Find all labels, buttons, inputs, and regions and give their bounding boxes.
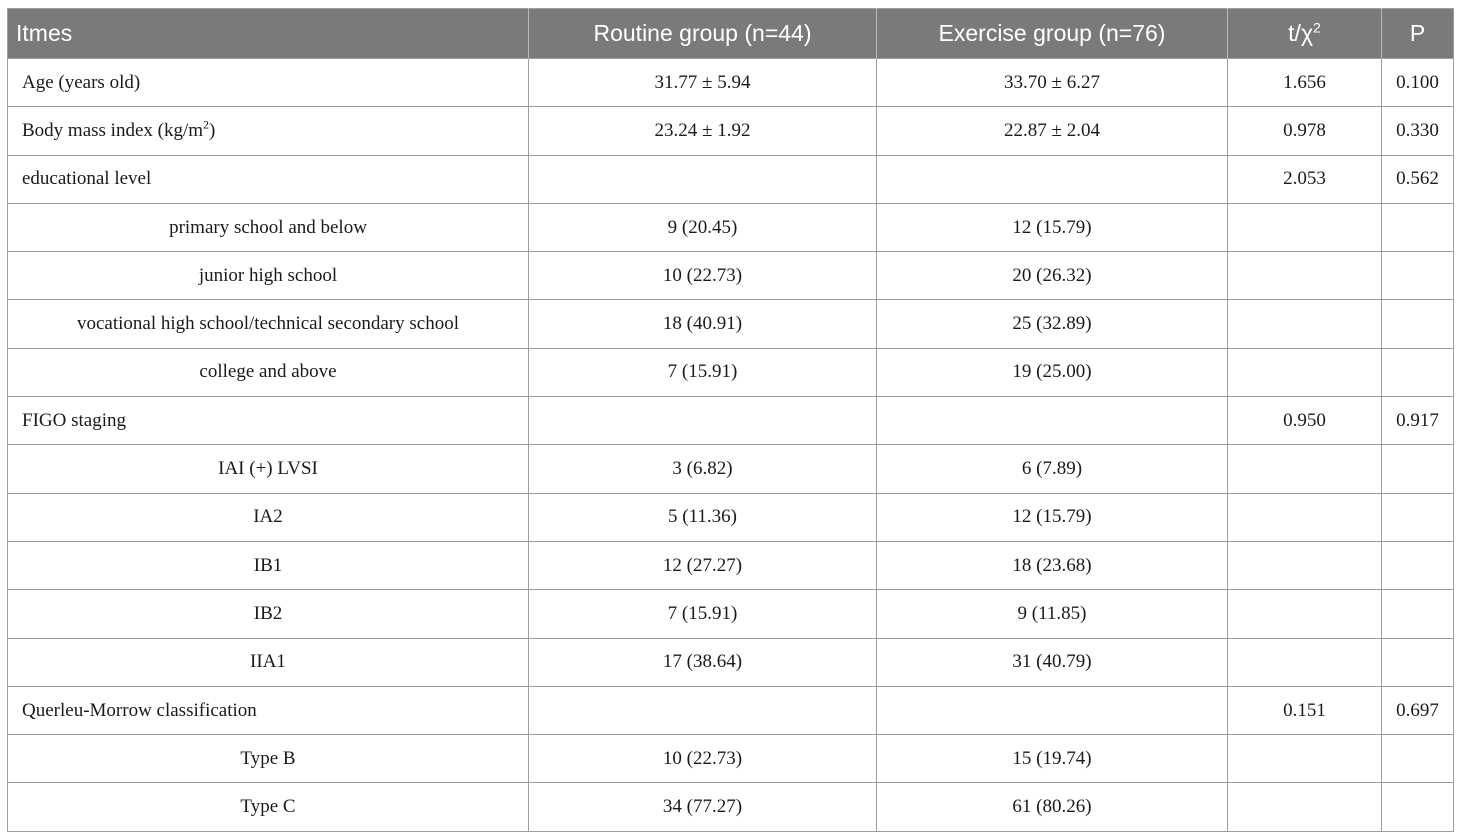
table-header xyxy=(8,9,1454,59)
header-routine-group: Routine group (n=44) xyxy=(529,9,877,59)
p-value xyxy=(1382,735,1454,783)
test-statistic-value xyxy=(1228,445,1382,493)
header-row xyxy=(8,9,1454,59)
routine-group-value: 7 (15.91) xyxy=(529,590,877,638)
routine-group-value: 7 (15.91) xyxy=(529,348,877,396)
table-row xyxy=(8,783,1454,831)
item-text: IB1 xyxy=(253,554,283,576)
test-statistic-value xyxy=(1228,252,1382,300)
p-value xyxy=(1382,300,1454,348)
test-statistic-value xyxy=(1228,590,1382,638)
exercise-group-value: 9 (11.85) xyxy=(877,590,1228,638)
test-statistic-value xyxy=(1228,348,1382,396)
table-row xyxy=(8,397,1454,445)
exercise-group-value: 20 (26.32) xyxy=(877,252,1228,300)
sub-item-label xyxy=(8,300,529,348)
exercise-group-value: 18 (23.68) xyxy=(877,541,1228,589)
p-value xyxy=(1382,638,1454,686)
item-label xyxy=(8,397,529,445)
test-statistic-value xyxy=(1228,300,1382,348)
routine-group-value: 17 (38.64) xyxy=(529,638,877,686)
header-stat-base: t/χ xyxy=(1288,20,1314,46)
routine-group-value: 5 (11.36) xyxy=(529,493,877,541)
p-value: 0.330 xyxy=(1382,107,1454,155)
item-text: Type B xyxy=(240,747,296,769)
item-text: primary school and below xyxy=(169,216,367,238)
p-value xyxy=(1382,493,1454,541)
baseline-characteristics-table xyxy=(7,8,1454,832)
routine-group-value: 10 (22.73) xyxy=(529,735,877,783)
exercise-group-value xyxy=(877,397,1228,445)
routine-group-value xyxy=(529,155,877,203)
routine-group-value: 23.24 ± 1.92 xyxy=(529,107,877,155)
p-value: 0.917 xyxy=(1382,397,1454,445)
sub-item-label xyxy=(8,590,529,638)
item-text: IAI (+) LVSI xyxy=(218,458,318,480)
item-label xyxy=(8,59,529,107)
table-row xyxy=(8,300,1454,348)
test-statistic-value: 0.151 xyxy=(1228,686,1382,734)
table-row xyxy=(8,155,1454,203)
routine-group-value: 31.77 ± 5.94 xyxy=(529,59,877,107)
test-statistic-value xyxy=(1228,203,1382,251)
routine-group-value: 3 (6.82) xyxy=(529,445,877,493)
test-statistic-value xyxy=(1228,638,1382,686)
header-exercise-group: Exercise group (n=76) xyxy=(877,9,1228,59)
header-stat-superscript: 2 xyxy=(1313,19,1321,36)
table-row xyxy=(8,348,1454,396)
routine-group-value: 9 (20.45) xyxy=(529,203,877,251)
exercise-group-value: 31 (40.79) xyxy=(877,638,1228,686)
sub-item-label xyxy=(8,638,529,686)
table-body xyxy=(8,59,1454,832)
routine-group-value xyxy=(529,686,877,734)
table-row xyxy=(8,107,1454,155)
exercise-group-value: 22.87 ± 2.04 xyxy=(877,107,1228,155)
item-label xyxy=(8,686,529,734)
routine-group-value: 10 (22.73) xyxy=(529,252,877,300)
sub-item-label xyxy=(8,783,529,831)
table-row xyxy=(8,590,1454,638)
p-value xyxy=(1382,348,1454,396)
item-text: IIA1 xyxy=(250,651,286,673)
table-row xyxy=(8,252,1454,300)
item-text: junior high school xyxy=(198,264,338,286)
table-row xyxy=(8,493,1454,541)
item-label xyxy=(8,155,529,203)
sub-item-label xyxy=(8,735,529,783)
test-statistic-value xyxy=(1228,783,1382,831)
sub-item-label xyxy=(8,252,529,300)
p-value xyxy=(1382,783,1454,831)
item-text: college and above xyxy=(199,361,337,383)
routine-group-value xyxy=(529,397,877,445)
item-text: FIGO staging xyxy=(22,409,126,431)
item-suffix: ) xyxy=(209,119,216,141)
exercise-group-value: 61 (80.26) xyxy=(877,783,1228,831)
table-row xyxy=(8,59,1454,107)
item-text: IB2 xyxy=(253,602,283,624)
test-statistic-value: 0.978 xyxy=(1228,107,1382,155)
test-statistic-value xyxy=(1228,493,1382,541)
item-text: educational level xyxy=(22,168,152,190)
item-text: Body mass index (kg/m xyxy=(22,119,204,141)
p-value xyxy=(1382,252,1454,300)
exercise-group-value xyxy=(877,155,1228,203)
header-items: Itmes xyxy=(16,20,73,46)
exercise-group-value: 15 (19.74) xyxy=(877,735,1228,783)
exercise-group-value xyxy=(877,686,1228,734)
p-value: 0.100 xyxy=(1382,59,1454,107)
exercise-group-value: 12 (15.79) xyxy=(877,203,1228,251)
p-value: 0.562 xyxy=(1382,155,1454,203)
table-row xyxy=(8,445,1454,493)
p-value xyxy=(1382,203,1454,251)
routine-group-value: 12 (27.27) xyxy=(529,541,877,589)
sub-item-label xyxy=(8,203,529,251)
exercise-group-value: 25 (32.89) xyxy=(877,300,1228,348)
p-value: 0.697 xyxy=(1382,686,1454,734)
table-row xyxy=(8,638,1454,686)
test-statistic-value xyxy=(1228,541,1382,589)
routine-group-value: 18 (40.91) xyxy=(529,300,877,348)
item-superscript: 2 xyxy=(203,117,210,132)
item-label xyxy=(8,107,529,155)
test-statistic-value: 2.053 xyxy=(1228,155,1382,203)
item-text: Age (years old) xyxy=(22,71,141,93)
routine-group-value: 34 (77.27) xyxy=(529,783,877,831)
table-row xyxy=(8,541,1454,589)
test-statistic-value xyxy=(1228,735,1382,783)
test-statistic-value: 1.656 xyxy=(1228,59,1382,107)
table-row xyxy=(8,203,1454,251)
item-text: IA2 xyxy=(253,506,283,528)
table-row xyxy=(8,686,1454,734)
sub-item-label xyxy=(8,348,529,396)
p-value xyxy=(1382,541,1454,589)
exercise-group-value: 6 (7.89) xyxy=(877,445,1228,493)
p-value xyxy=(1382,445,1454,493)
exercise-group-value: 33.70 ± 6.27 xyxy=(877,59,1228,107)
sub-item-label xyxy=(8,445,529,493)
header-p-value: P xyxy=(1382,9,1454,59)
header-test-statistic xyxy=(1228,9,1382,59)
item-text: vocational high school/technical secondary school xyxy=(77,313,459,335)
sub-item-label xyxy=(8,541,529,589)
exercise-group-value: 12 (15.79) xyxy=(877,493,1228,541)
p-value xyxy=(1382,590,1454,638)
table-row xyxy=(8,735,1454,783)
sub-item-label xyxy=(8,493,529,541)
item-text: Type C xyxy=(240,796,296,818)
test-statistic-value: 0.950 xyxy=(1228,397,1382,445)
exercise-group-value: 19 (25.00) xyxy=(877,348,1228,396)
item-text: Querleu-Morrow classification xyxy=(22,699,257,721)
